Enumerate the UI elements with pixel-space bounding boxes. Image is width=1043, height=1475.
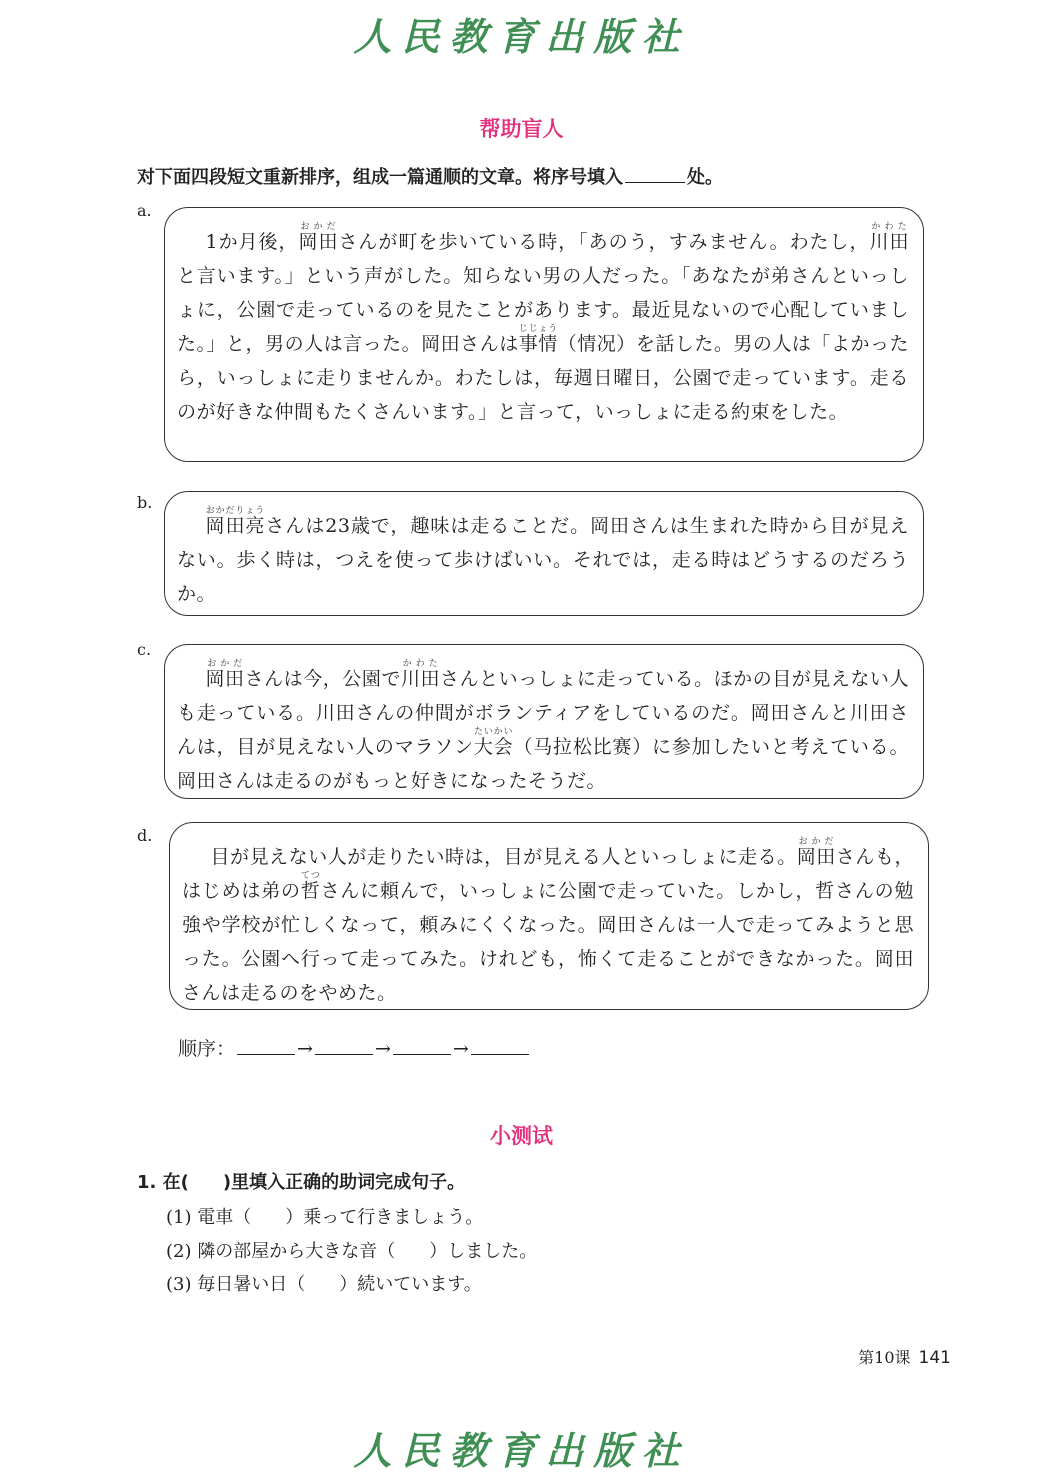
ruby-okada: 岡田おかだ [205,659,245,690]
order-answer-line [178,1034,531,1061]
order-arrow: → [374,1038,391,1060]
order-label: 顺序： [178,1038,236,1060]
instruction-text-end: 处。 [687,167,723,188]
lesson-label: 第10课 [858,1348,911,1367]
ruby-okada: 岡田おかだ [298,222,339,253]
item-label-a: a. [137,201,152,220]
quiz-item-3: (3) 毎日暑い日（ ）続いています。 [166,1274,482,1295]
page-number: 141 [918,1348,951,1368]
quiz-question-1: 1. 在( )里填入正确的助词完成句子。 [137,1172,466,1193]
passage-d-text: 目が見えない人が走りたい時は，目が見える人といっしょに走る。岡田おかださんも，はじめは弟の哲てつさんに頼んで，いっしょに公園で走っていた。しかし，哲さんの勉強や学校が忙しくなって，頼みにくくなった。岡田さんは一人で走ってみようと思った。公園へ行って走ってみた。けれども，怖くて走ることができなかった。岡田さんは走るのをやめた。 [182,837,914,1004]
ruby-taikai: 大会たいかい [473,727,514,758]
page-footer [858,1345,951,1368]
passage-c-text: 岡田おかださんは今，公園で川田かわたさんといっしょに走っている。ほかの目が見えない人も走っている。川田さんの仲間がボランティアをしているのだ。岡田さんと川田さんは，目が見えない人のマラソン大会たいかい（马拉松比赛）に参加したいと考えている。岡田さんは走るのがもっと好きになったそうだ。 [177,659,909,792]
ruby-okada-ryou: 岡田亮おかだりょう [205,506,266,537]
ruby-tetsu: 哲てつ [300,871,321,902]
instruction [137,163,723,189]
publisher-watermark-top: 人民教育出版社 [353,14,690,59]
ruby-jijou: 事情じじょう [518,324,558,355]
order-arrow: → [452,1038,469,1060]
order-blank-3[interactable] [393,1036,451,1055]
instruction-text: 对下面四段短文重新排序，组成一篇通顺的文章。将序号填入 [137,167,623,188]
ruby-kawata: 川田かわた [400,659,441,690]
passage-box-a [164,207,924,462]
item-label-d: d. [137,826,153,845]
passage-box-b [164,491,924,616]
passage-b-text: 岡田亮おかだりょうさんは23歳で，趣味は走ることだ。岡田さんは生まれた時から目が見えない。歩く時は，つえを使って歩けばいい。それでは，走る時はどうするのだろうか。 [177,506,909,605]
item-label-c: c. [137,640,152,659]
order-blank-1[interactable] [237,1036,295,1055]
quiz-item-1: (1) 電車（ ）乗って行きましょう。 [166,1207,484,1228]
order-arrow: → [297,1038,313,1060]
ruby-kawata: 川田かわた [869,222,909,253]
section-title-quiz: 小测试 [490,1124,553,1148]
passage-box-d [169,822,929,1010]
order-blank-4[interactable] [471,1036,529,1055]
publisher-watermark-bottom: 人民教育出版社 [353,1428,690,1473]
passage-box-c [164,644,924,799]
section-title-help-the-blind: 帮助盲人 [479,117,564,141]
instruction-blank [625,164,685,183]
item-label-b: b. [137,493,153,512]
passage-a-text: 1か月後，岡田おかださんが町を歩いている時，「あのう，すみません。わたし，川田かわたと言います。」という声がした。知らない男の人だった。「あなたが弟さんといっしょに，公園で走っているのを見たことがあります。最近見ないので心配していました。」と，男の人は言った。岡田さんは事情じじょう（情况）を話した。男の人は「よかったら，いっしょに走りませんか。わたしは，毎週日曜日，公園で走っています。走るのが好きな仲間もたくさんいます。」と言って，いっしょに走る約束をした。 [177,222,909,423]
order-blank-2[interactable] [315,1036,373,1055]
ruby-okada: 岡田おかだ [796,837,836,868]
quiz-item-2: (2) 隣の部屋から大きな音（ ）しました。 [166,1241,538,1262]
